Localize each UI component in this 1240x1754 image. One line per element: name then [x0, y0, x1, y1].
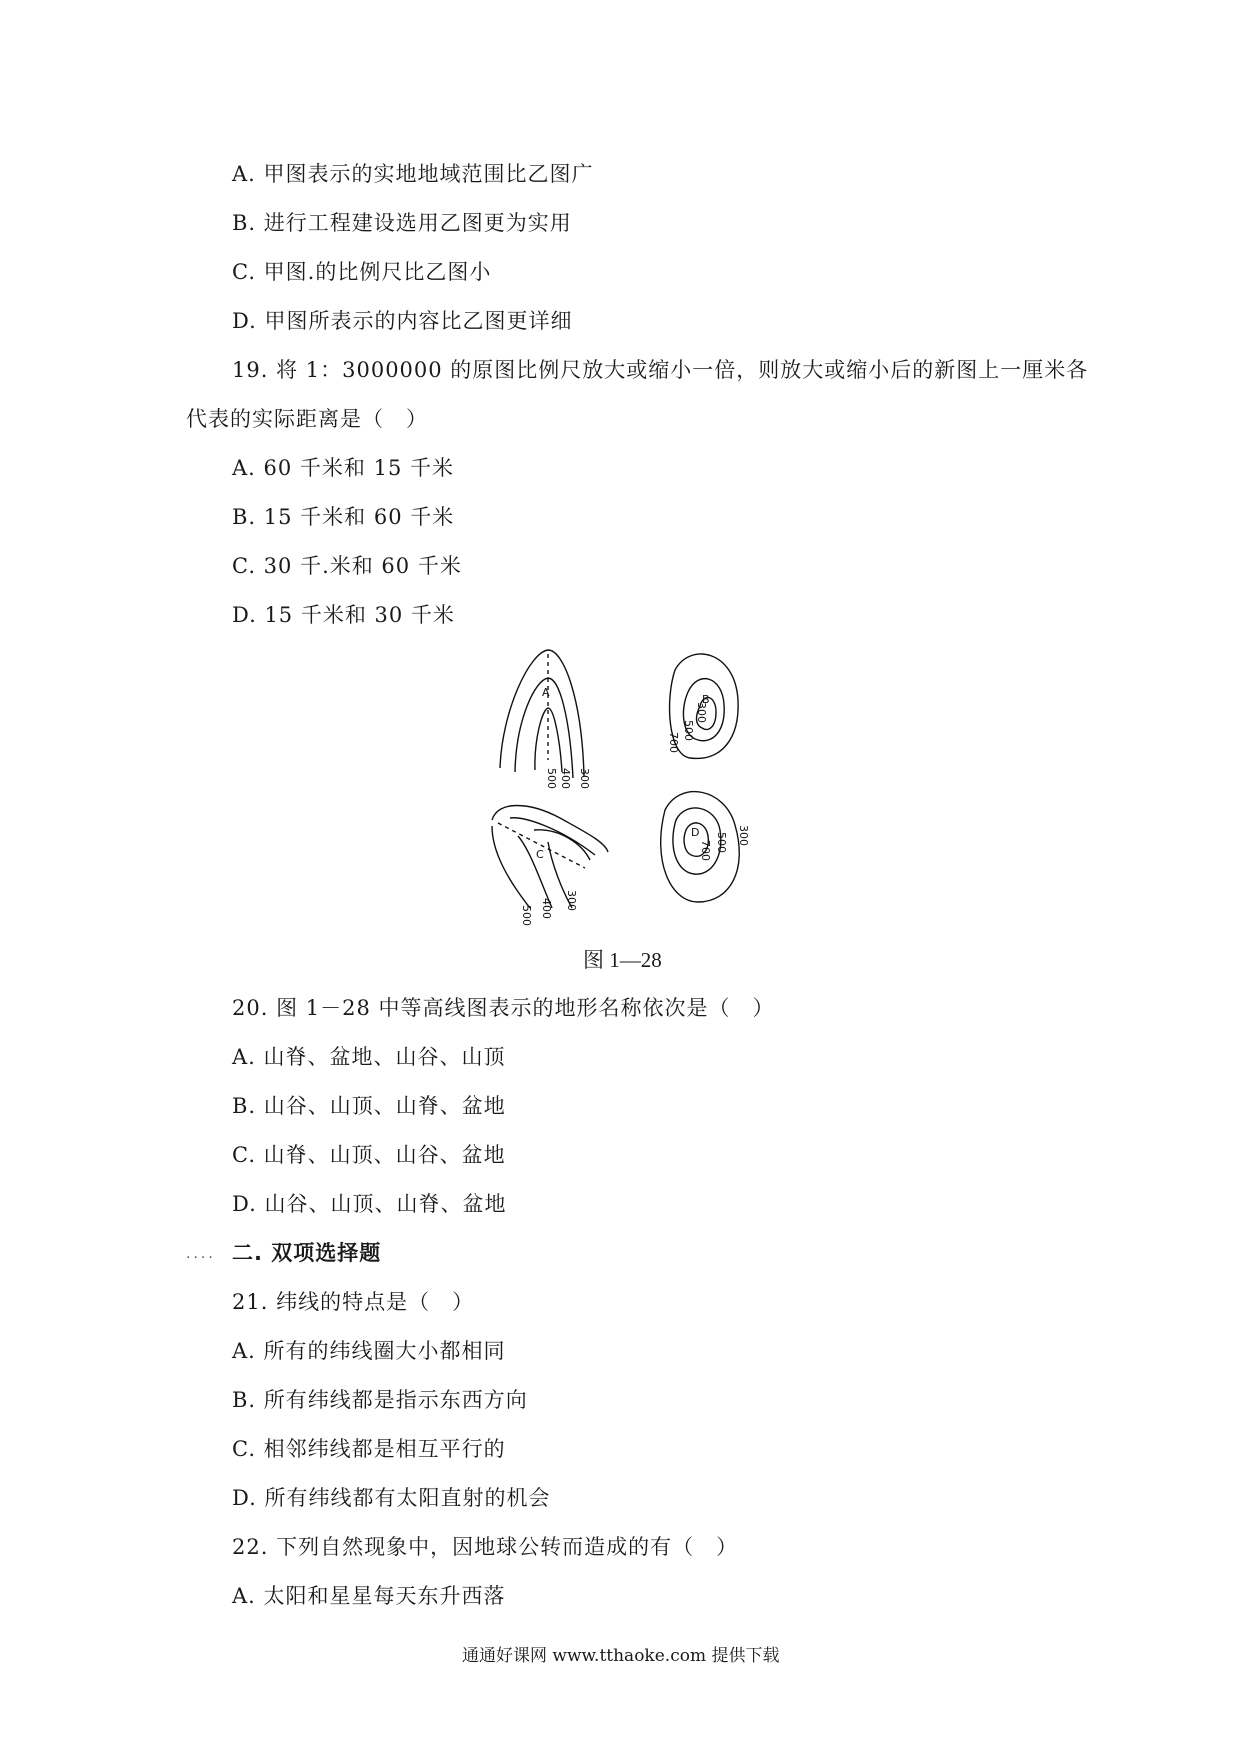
label-d-700: 700 — [699, 840, 712, 861]
q21-option-b: B. 所有纬线都是指示东西方向 — [232, 1388, 528, 1412]
contour-map-valley — [492, 806, 608, 909]
q22-stem: 22. 下列自然现象中，因地球公转而造成的有（ ） — [232, 1535, 739, 1559]
page-footer: 通通好课网 www.tthaoke.com 提供下载 — [462, 1646, 780, 1666]
contour-map-ridge — [500, 650, 584, 778]
q20-option-b: B. 山谷、山顶、山脊、盆地 — [232, 1094, 506, 1118]
q19-option-a: A. 60 千米和 15 千米 — [232, 456, 454, 480]
label-c-400: 400 — [540, 898, 553, 919]
q20-stem: 20. 图 1－28 中等高线图表示的地形名称依次是（ ） — [232, 996, 775, 1020]
label-b-500: 500 — [682, 720, 695, 741]
q18-option-d: D. 甲图所表示的内容比乙图更详细 — [232, 309, 573, 333]
q21-option-d: D. 所有纬线都有太阳直射的机会 — [232, 1486, 551, 1510]
q19-stem-line2: 代表的实际距离是（ ） — [186, 407, 428, 431]
label-b-300: 300 — [695, 702, 708, 723]
label-c-300: 300 — [565, 890, 578, 911]
q19-option-c: C. 30 千.米和 60 千米 — [232, 554, 462, 578]
q18-option-a: A. 甲图表示的实地地域范围比乙图广 — [232, 162, 594, 186]
q21-option-a: A. 所有的纬线圈大小都相同 — [232, 1339, 506, 1363]
q20-option-d: D. 山谷、山顶、山脊、盆地 — [232, 1192, 507, 1216]
label-d-300: 300 — [737, 825, 750, 846]
label-a-500: 500 — [545, 768, 558, 789]
label-a: A — [542, 686, 550, 699]
label-d-500: 500 — [715, 832, 728, 853]
q22-option-a: A. 太阳和星星每天东升西落 — [232, 1584, 506, 1608]
label-a-300: 300 — [578, 768, 591, 789]
label-a-400: 400 — [559, 768, 572, 789]
q20-option-c: C. 山脊、山顶、山谷、盆地 — [232, 1143, 506, 1167]
section-dots: .... — [186, 1246, 216, 1262]
q19-option-b: B. 15 千米和 60 千米 — [232, 505, 455, 529]
label-b-700: 700 — [667, 732, 680, 753]
q18-option-b: B. 进行工程建设选用乙图更为实用 — [232, 211, 572, 235]
label-c-500: 500 — [520, 905, 533, 926]
q20-option-a: A. 山脊、盆地、山谷、山顶 — [232, 1045, 506, 1069]
q18-option-c: C. 甲图.的比例尺比乙图小 — [232, 260, 492, 284]
q19-option-d: D. 15 千米和 30 千米 — [232, 603, 455, 627]
label-b: B — [702, 693, 710, 706]
q21-option-c: C. 相邻纬线都是相互平行的 — [232, 1437, 506, 1461]
figure-caption: 图 1—28 — [583, 948, 662, 972]
label-c: C — [536, 848, 544, 861]
label-d: D — [691, 826, 700, 839]
contour-figure — [490, 640, 780, 935]
section-title: 二. 双项选择题 — [232, 1241, 382, 1265]
q21-stem: 21. 纬线的特点是（ ） — [232, 1290, 475, 1314]
q19-stem-line1: 19. 将 1：3000000 的原图比例尺放大或缩小一倍，则放大或缩小后的新图上一厘米各 — [232, 358, 1089, 382]
